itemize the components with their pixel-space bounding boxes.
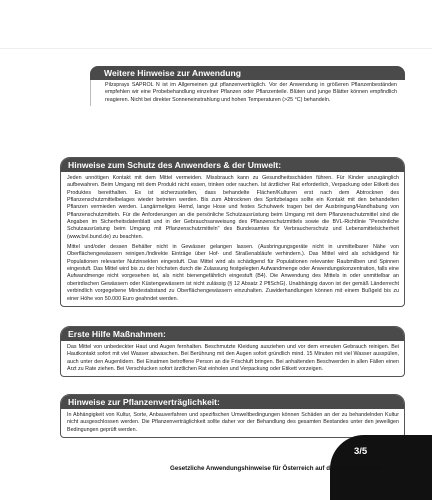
- section-title: Hinweise zum Schutz des Anwenders & der Umwelt:: [61, 158, 404, 172]
- top-divider: [0, 48, 432, 49]
- section-title: Weitere Hinweise zur Anwendung: [90, 66, 405, 80]
- section-body: [61, 409, 404, 437]
- section-pflanzenvertraeglichkeit: [60, 394, 405, 438]
- section-body: [61, 341, 404, 376]
- section-schutz-anwender-umwelt: [60, 157, 405, 307]
- paragraph: In Abhängigkeit von Kultur, Sorte, Anbauverfahren und spezifischen Umweltbedingungen können Schäden an der zu behandelnden Kultur nicht ausgeschlossen werden. Die Pflanzenverträglichkeit sollte daher vor der Behandlung des gesamten Bestandes unter den jeweiligen Bedingungen geprüft werden.: [67, 412, 399, 433]
- paragraph: Mittel und/oder dessen Behälter nicht in Gewässer gelangen lassen. (Ausbringungsgeräte nicht in unmittelbarer Nähe von Oberflächengewässern reinigen./Indirekte Einträge über Hof- und Straßenabläufe verhindern.). Das Mittel wird als schädigend für Populationen relevanter Nutzinsekten eingestuft. Das Mittel wird als schädigend für Populationen relevanter Raubmilben und Spinnen eingestuft. Das Mittel wird bis zu der höchsten durch die Zulassung festgelegten Aufwandmenge oder Anwendungskonzentration, falls eine Aufwandmenge nicht vorgesehen ist, als nicht bienengefährlich eingestuft (B4). Die Anwendung des Mittels in oder unmittelbar an oberirdischen Gewässern oder Küstengewässern ist nicht zulässig (§ 12 Absatz 2 PflSchG). Unabhängig davon ist der gemäß Länderrecht verbindlich vorgegebene Mindestabstand zu Oberflächengewässern einzuhalten. Zuwiderhandlungen können mit einem Bußgeld bis zu einer Höhe von 50.000 Euro geahndet werden.: [67, 244, 399, 302]
- section-weitere-hinweise: [90, 66, 405, 106]
- page-number: 3/5: [354, 446, 368, 457]
- section-body: [90, 80, 405, 106]
- section-body: [61, 172, 404, 306]
- section-title: Hinweise zur Pflanzenverträglichkeit:: [61, 395, 404, 409]
- section-title: Erste Hilfe Maßnahmen:: [61, 327, 404, 341]
- paragraph: Jeden unnötigen Kontakt mit dem Mittel vermeiden. Missbrauch kann zu Gesundheitsschäden führen. Für Kinder unzugänglich aufbewahren. Beim Umgang mit dem Produkt nicht essen, trinken oder rauchen. Ist ärztlicher Rat erforderlich, Verpackung oder Etikett des Produktes bereithalten. Es ist sicherzustellen, dass behandelte Flächen/Kulturen erst nach dem Abtrocknen des Pflanzenschutzmittelbelages wieder betreten werden. Bis zum Abtrocknen des Spritzbelages sollte ein Kontakt mit den behandelten Pflanzen vermieden werden. Langärmeliges Hemd, lange Hose und festes Schuhwerk tragen bei der Ausbringung/Handhabung von Pflanzenschutzmitteln. Für die Anforderungen an die persönliche Schutzausrüstung beim Umgang mit dem Pflanzenschutzmittel sind die Angaben im Sicherheitsdatenblatt und in der Gebrauchsanweisung des Pflanzenschutzmittels sowie die BVL-Richtlinie "Persönliche Schutzausrüstung beim Umgang mit Pflanzenschutzmitteln" des Bundesamtes für Verbraucherschutz und Lebensmittelsicherheit (www.bvl.bund.de) zu beachten.: [67, 175, 399, 240]
- section-erste-hilfe: [60, 326, 405, 377]
- footer-note: Gesetzliche Anwendungshinweise für Österreich auf der nächsten Seite: [170, 465, 382, 472]
- paragraph: Das Mittel von unbedeckter Haut und Augen fernhalten. Beschmutzte Kleidung ausziehen und vor dem erneuten Gebrauch reinigen. Bei Hautkontakt sofort mit viel Wasser abwaschen. Bei Berührung mit den Augen sofort gründlich mind. 15 Minuten mit viel Wasser ausspülen, auch unter den Augenlidern. Bei Einatmen betroffene Person an die Frischluft bringen. Bei anhaltenden Beschwerden in allen Fällen einen Arzt zu Rate ziehen. Bei Verschlucken sofort ärztlichen Rat einholen und Verpackung oder Etikett vorzeigen.: [67, 344, 399, 373]
- paragraph: Pilzsprays SAPROL N ist im Allgemeinen gut pflanzenverträglich. Vor der Anwendung in größeren Pflanzenbeständen empfehlen wir eine Probebehandlung einzelner Pflanzen oder Pflanzenteile. Blüten und junge Blätter können empfindlich reagieren. Nicht bei direkter Sonneneinstrahlung und hohen Temperaturen (>25 °C) behandeln.: [105, 82, 397, 103]
